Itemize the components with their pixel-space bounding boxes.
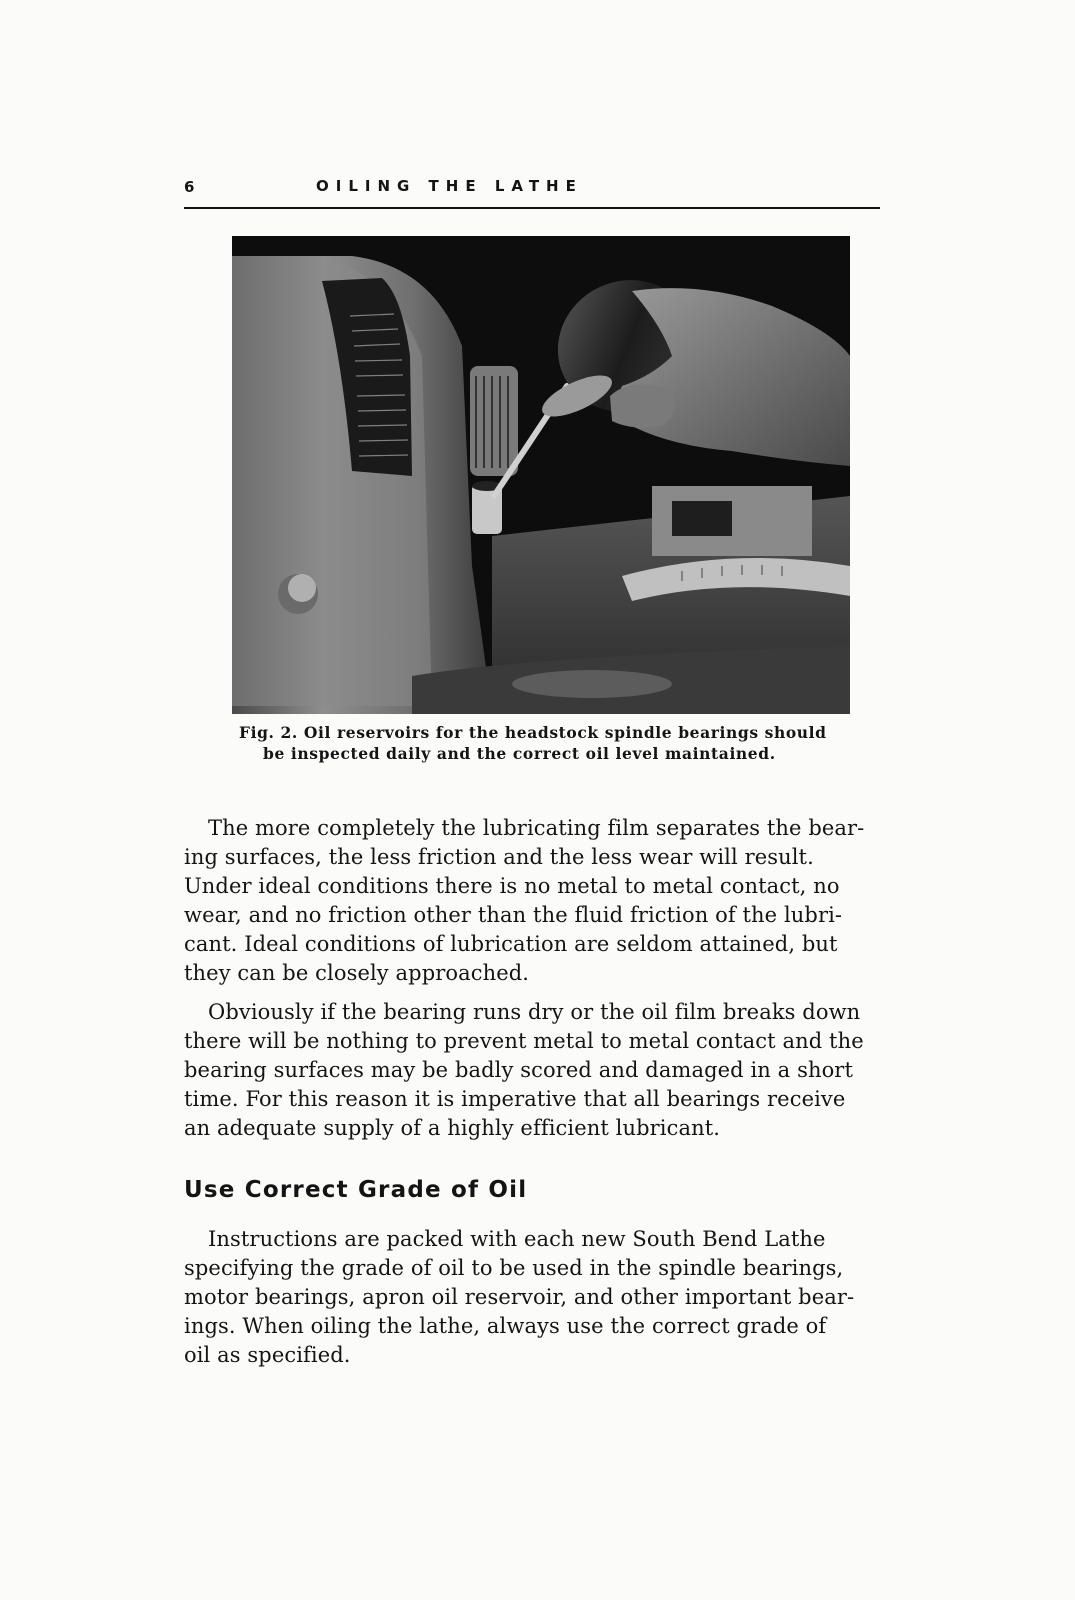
paragraph-1 <box>184 814 884 988</box>
text-line: motor bearings, apron oil reservoir, and other important bear- <box>184 1285 855 1309</box>
figure-caption <box>239 722 859 764</box>
running-title: OILING THE LATHE <box>316 177 583 195</box>
text-line: cant. Ideal conditions of lubrication are seldom attained, but <box>184 932 838 956</box>
text-line: there will be nothing to prevent metal to metal contact and the <box>184 1029 864 1053</box>
text-line: Under ideal conditions there is no metal to metal contact, no <box>184 874 840 898</box>
paragraph-2 <box>184 998 884 1143</box>
text-line: bearing surfaces may be badly scored and damaged in a short <box>184 1058 853 1082</box>
text-line: Obviously if the bearing runs dry or the oil film breaks down <box>208 1000 861 1024</box>
text-line: oil as specified. <box>184 1343 351 1367</box>
text-line: specifying the grade of oil to be used in the spindle bearings, <box>184 1256 844 1280</box>
caption-line: be inspected daily and the correct oil level maintained. <box>263 744 776 763</box>
page-number: 6 <box>184 178 195 196</box>
header-rule <box>184 207 880 209</box>
page-header <box>184 178 880 208</box>
lathe-oiling-photo <box>232 236 850 714</box>
paragraph-3 <box>184 1225 884 1370</box>
text-line: ing surfaces, the less friction and the less wear will result. <box>184 845 814 869</box>
text-line: ings. When oiling the lathe, always use the correct grade of <box>184 1314 827 1338</box>
text-line: Instructions are packed with each new South Bend Lathe <box>208 1227 826 1251</box>
text-line: time. For this reason it is imperative that all bearings receive <box>184 1087 846 1111</box>
text-line: wear, and no friction other than the fluid friction of the lubri- <box>184 903 843 927</box>
text-line: The more completely the lubricating film separates the bear- <box>208 816 865 840</box>
text-line: an adequate supply of a highly efficient lubricant. <box>184 1116 721 1140</box>
section-heading: Use Correct Grade of Oil <box>184 1177 528 1203</box>
text-line: they can be closely approached. <box>184 961 530 985</box>
caption-line: Fig. 2. Oil reservoirs for the headstock spindle bearings should <box>239 723 827 742</box>
figure-photo <box>232 236 850 714</box>
